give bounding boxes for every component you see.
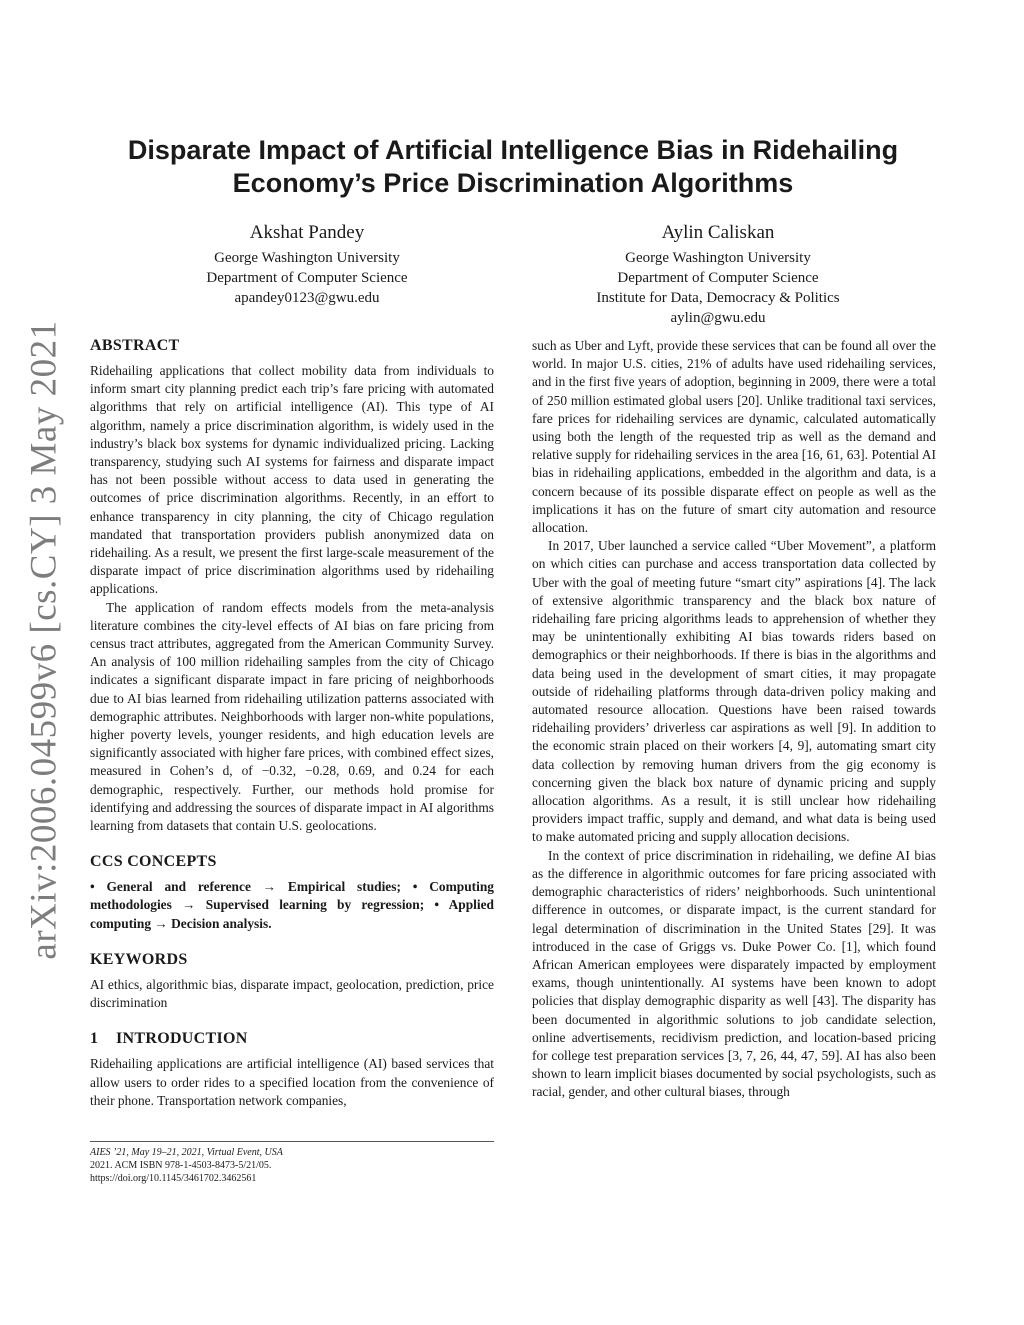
title-line-1: Disparate Impact of Artificial Intelligence Bias in Ridehailing <box>127 135 899 165</box>
title-line-2: Economy’s Price Discrimination Algorithms <box>232 168 794 198</box>
keywords-heading: KEYWORDS <box>90 950 188 968</box>
arxiv-identifier: arXiv:2006.04599v6 [cs.CY] 3 May 2021 <box>23 320 65 960</box>
introduction-paragraph-3: In 2017, Uber launched a service called “Uber Movement”, a platform on which cities can purchase and access transportation data collected by Uber with the goal of meeting future “smart city” aspirations [4]. The lack of extensive algorithmic transparency and the black box nature of ridehailing fare pricing algorithms leads to apprehension of whether they may be unintentionally exhibiting AI bias towards riders based on demographics or their neighborhoods. If there is bias in the algorithms and data being used in the development of smart cities, it may propagate outside of ridehailing platforms through data-driven policy making and automated resource allocation. Questions have been raised towards ridehailing providers’ driverless car aspirations as well [9]. In addition to the economic strain placed on their workers [4, 9], automating smart city data collection by removing human drivers from the gig economy is concerning given the black box nature of dynamic pricing and supply allocation algorithms. As a result, it is still unclear how ridehailing providers impact traffic, supply and demand, and what data is being used to make automated pricing and supply allocation decisions. <box>532 538 936 845</box>
author-affiliation: George Washington University <box>625 250 811 266</box>
ccs-heading: CCS CONCEPTS <box>90 853 217 871</box>
abstract-paragraph-1: Ridehailing applications that collect mobility data from individuals to inform smart city planning predict each trip’s fare pricing with automated algorithms that rely on artificial intelligence (AI). This type of AI algorithm, namely a price discrimination algorithm, is widely used in the industry’s black box systems for dynamic individualized pricing. Lacking transparency, studying such AI systems for fairness and disparate impact has not been possible without access to data used in generating the outcomes of price discrimination algorithms. Recently, in an effort to enhance transparency in city planning, the city of Chicago regulation mandated that transportation providers publish anonymized data on ridehailing. As a result, we present the first large-scale measurement of the disparate impact of price discrimination algorithms used by ridehailing applications. <box>90 363 494 597</box>
author-institute: Institute for Data, Democracy & Politics <box>596 290 840 306</box>
abstract-paragraph-2: The application of random effects models from the meta-analysis literature combines the city-level effects of AI bias on fare pricing from census tract attributes, aggregated from the American Community Survey. An analysis of 100 million ridehailing samples from the city of Chicago indicates a significant disparate impact in fare pricing of neighborhoods due to AI bias learned from ridehailing utilization patterns associated with demographic attributes. Neighborhoods with larger non-white populations, higher poverty levels, younger residents, and high education levels are significantly associated with higher fare prices, with combined effect sizes, measured in Cohen’s d, of −0.32, −0.28, 0.69, and 0.24 for each demographic, respectively. Further, our methods hold promise for identifying and addressing the sources of disparate impact in AI algorithms learning from datasets that contain U.S. geolocations. <box>90 599 494 834</box>
footnote <box>90 1141 494 1185</box>
section-number: 1 <box>90 1030 99 1048</box>
footnote-isbn: 2021. ACM ISBN 978-1-4503-8473-5/21/05. <box>90 1160 272 1171</box>
footnote-doi[interactable]: https://doi.org/10.1145/3461702.3462561 <box>90 1173 257 1184</box>
author-name: Aylin Caliskan <box>661 222 775 243</box>
section-title: INTRODUCTION <box>116 1030 248 1048</box>
paper-title <box>90 134 936 200</box>
author-department: Department of Computer Science <box>617 270 819 286</box>
author-email: apandey0123@gwu.edu <box>234 290 380 306</box>
introduction-paragraph-1: Ridehailing applications are artificial intelligence (AI) based services that allow users to order rides to a specified location from the convenience of their phone. Transportation network companies, <box>90 1056 494 1108</box>
abstract-heading: ABSTRACT <box>90 337 180 354</box>
left-column <box>90 336 494 1110</box>
author-department: Department of Computer Science <box>206 270 408 286</box>
introduction-paragraph-2: such as Uber and Lyft, provide these services that can be found all over the world. In major U.S. cities, 21% of adults have used ridehailing services, and in the first five years of adoption, beginning in 2009, there were a total of 250 million estimated global users [20]. Unlike traditional taxi services, fare prices for ridehailing services are dynamic, calculated automatically using both the length of the requested trip as well as the demand and relative supply for ridehailing services in the area [16, 61, 63]. Potential AI bias in ridehailing applications, embedded in the algorithm and data, is a concern because of its possible disparate effect on people as well as the implications it has on the future of smart city automation and resource allocation. <box>532 338 936 536</box>
introduction-heading <box>90 1029 494 1049</box>
author-affiliation: George Washington University <box>214 250 400 266</box>
author-block-2 <box>508 220 928 328</box>
author-email: aylin@gwu.edu <box>670 310 766 326</box>
introduction-paragraph-4: In the context of price discrimination in ridehailing, we define AI bias as the difference in algorithmic outcomes for fare pricing associated with demographic characteristics of riders’ neighborhoods. Such unintentional difference in outcomes, or disparate impact, is the current standard for legal determination of discrimination in the United States [29]. It was introduced in the case of Griggs vs. Duke Power Co. [1], which found African American employees were disparately impacted by employment exams, though unintentionally. AI systems have been known to adopt policies that display demographic disparity as well [43]. The disparity has been documented in algorithmic solutions to job candidate selection, online advertisements, recidivism prediction, and location-based pricing for college test preparation services [3, 7, 26, 44, 47, 59]. AI has also been shown to learn implicit biases documented by social psychologists, such as racial, gender, and other cultural biases, through <box>532 847 936 1100</box>
ccs-concepts-text: • General and reference → Empirical studies; • Computing methodologies → Supervised learning by regression; • Applied computing → Decision analysis. <box>90 879 494 931</box>
keywords-text: AI ethics, algorithmic bias, disparate impact, geolocation, prediction, price discrimination <box>90 976 494 1011</box>
footnote-venue: AIES ’21, May 19–21, 2021, Virtual Event, USA <box>90 1147 283 1158</box>
right-column <box>532 337 936 1102</box>
author-block-1 <box>97 220 517 308</box>
author-name: Akshat Pandey <box>249 222 365 243</box>
